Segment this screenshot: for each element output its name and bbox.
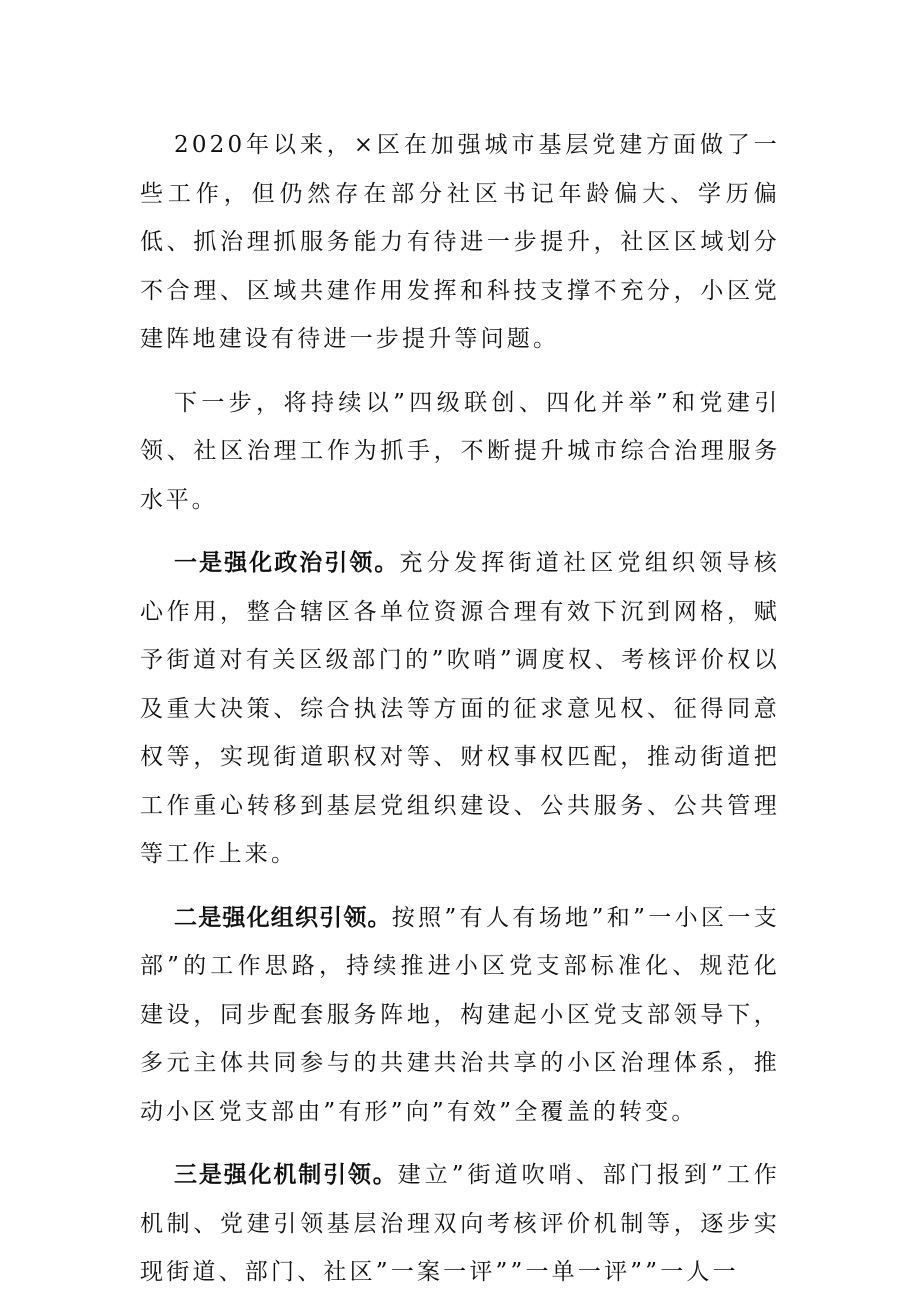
paragraph-gap [140, 524, 780, 539]
paragraph-lead-heading: 一是强化政治引领。 [174, 550, 400, 576]
paragraph-mechanism-leadership [140, 1151, 780, 1297]
paragraph-gap [140, 364, 780, 379]
paragraph-lead-heading: 二是强化组织引领。 [174, 904, 392, 931]
paragraph-text: 下一步，将持续以”四级联创、四化并举”和党建引领、社区治理工作为抓手，不断提升城市综合治理服务水平。 [140, 389, 780, 513]
paragraph-lead-heading: 三是强化机制引领。 [174, 1162, 398, 1188]
paragraph-organizational-leadership [140, 894, 780, 1137]
paragraph-next-step [140, 379, 780, 525]
paragraph-gap [140, 1136, 780, 1151]
document-body [140, 121, 780, 1297]
paragraph-gap [140, 879, 780, 894]
paragraph-text: 建立”街道吹哨、部门报到”工作机制、党建引领基层治理双向考核评价机制等，逐步实现街道、部门、社区”一案一评””一单一评””一人一 [140, 1162, 780, 1285]
paragraph-text: 2020年以来，×区在加强城市基层党建方面做了一些工作，但仍然存在部分社区书记年龄偏大、学历偏低、抓治理抓服务能力有待进一步提升，社区区域划分不合理、区域共建作用发挥和科技支撑不充分，小区党建阵地建设有待进一步提升等问题。 [140, 132, 780, 352]
paragraph-political-leadership [140, 539, 780, 879]
paragraph-text: 充分发挥街道社区党组织领导核心作用，整合辖区各单位资源合理有效下沉到网格，赋予街道对有关区级部门的”吹哨”调度权、考核评价权以及重大决策、综合执法等方面的征求意见权、征得同意权等，实现街道职权对等、财权事权匹配，推动街道把工作重心转移到基层党组织建设、公共服务、公共管理等工作上来。 [140, 550, 781, 867]
paragraph-text: 按照”有人有场地”和”一小区一支部”的工作思路，持续推进小区党支部标准化、规范化建设，同步配套服务阵地，构建起小区党支部领导下，多元主体共同参与的共建共治共享的小区治理体系，推动小区党支部由”有形”向”有效”全覆盖的转变。 [140, 904, 781, 1125]
paragraph-intro [140, 121, 780, 364]
